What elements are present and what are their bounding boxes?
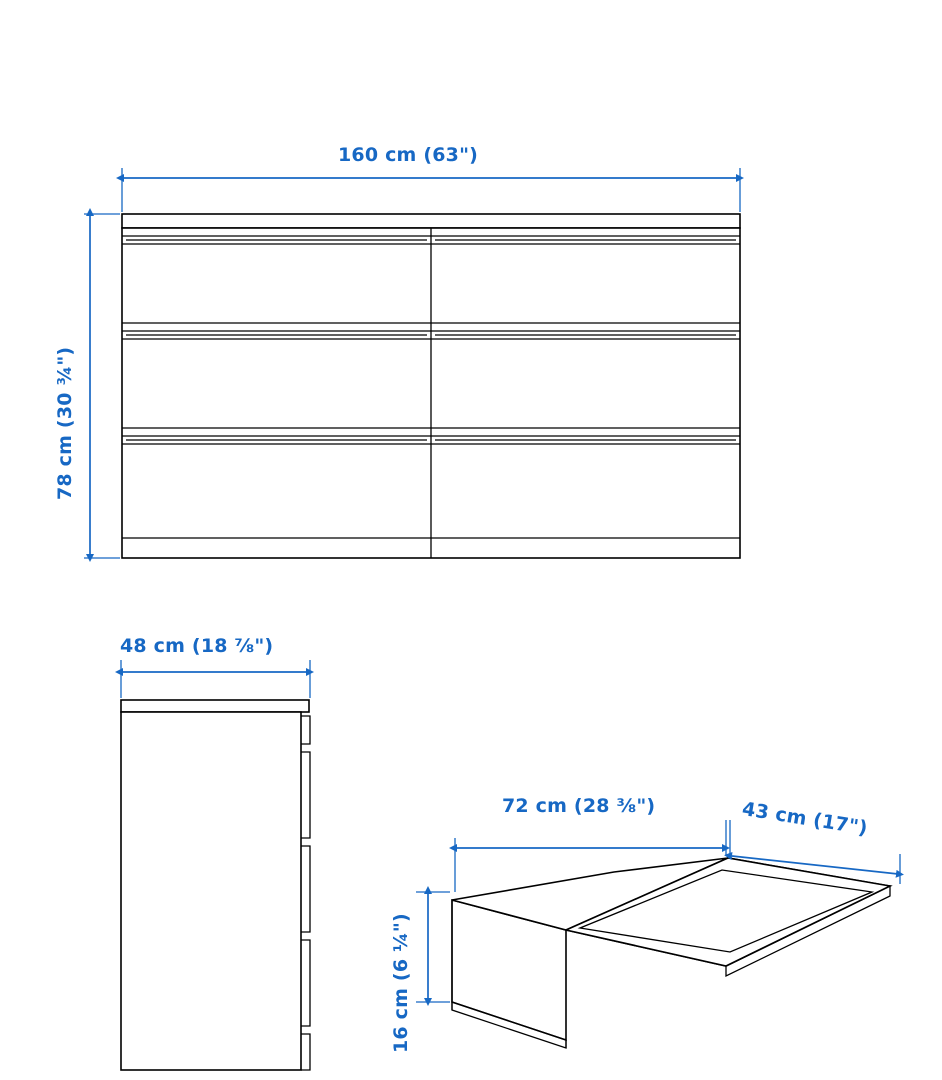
front-width-dimension bbox=[122, 168, 740, 212]
drawer-height-label: 16 cm (6 ¼") bbox=[390, 913, 412, 1053]
front-height-dimension bbox=[84, 214, 120, 558]
drawer-view-drawing bbox=[452, 858, 890, 1048]
front-width-label: 160 cm (63") bbox=[338, 144, 479, 166]
drawer-width-label: 72 cm (28 ⅜") bbox=[502, 795, 656, 817]
front-view-drawing bbox=[122, 214, 740, 558]
drawer-height-dimension bbox=[416, 892, 450, 1002]
front-height-label: 78 cm (30 ¾") bbox=[54, 346, 76, 500]
side-depth-label: 48 cm (18 ⅞") bbox=[120, 635, 274, 657]
side-view-drawing bbox=[121, 700, 310, 1070]
side-depth-dimension bbox=[121, 660, 310, 698]
drawer-depth-label: 43 cm (17") bbox=[740, 798, 870, 840]
